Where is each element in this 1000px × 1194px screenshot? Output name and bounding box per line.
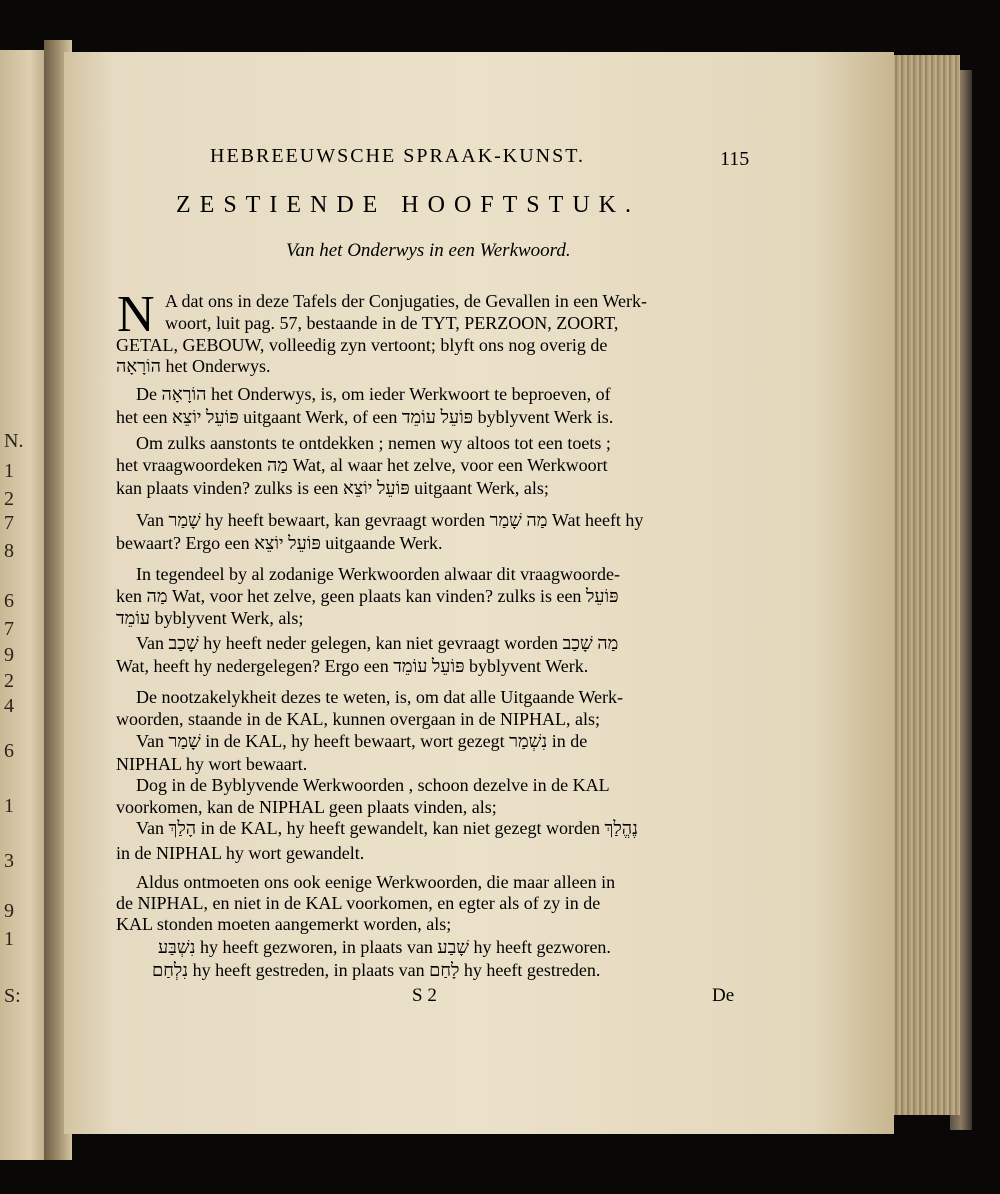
margin-number: 7: [4, 618, 14, 640]
margin-number: 2: [4, 670, 14, 692]
text-line: NIPHAL hy wort bewaart.: [116, 754, 308, 774]
text-line: Aldus ontmoeten ons ook eenige Werkwoorden, die maar alleen in: [136, 872, 616, 892]
text-line: Van שָׁמַר hy heeft bewaart, kan gevraagt worden מַה שָׁמַר Wat heeft hy: [136, 510, 644, 530]
text-line: נִשְׁבַּע hy heeft gezworen, in plaats van שָׁבַע hy heeft gezworen.: [158, 937, 611, 957]
text-line: in de NIPHAL hy wort gewandelt.: [116, 843, 365, 863]
catchword: De: [712, 985, 735, 1006]
text-line: voorkomen, kan de NIPHAL geen plaats vinden, als;: [116, 797, 497, 817]
running-header: HEBREEUWSCHE SPRAAK-KUNST.: [210, 145, 585, 167]
margin-number: 7: [4, 512, 14, 534]
text-line: woorden, staande in de KAL, kunnen overgaan in de NIPHAL, als;: [116, 709, 601, 729]
text-line: Van שָׁכַב hy heeft neder gelegen, kan niet gevraagt worden מַה שָׁכַב: [136, 633, 619, 653]
text-line: kan plaats vinden? zulks is een פּוֹעֵל יוֹצֵא uitgaant Werk, als;: [116, 478, 549, 498]
margin-number: 2: [4, 488, 14, 510]
text-line: Om zulks aanstonts te ontdekken ; nemen wy altoos tot een toets ;: [136, 433, 611, 453]
margin-number: 1: [4, 460, 14, 482]
drop-cap: N: [117, 286, 155, 343]
text-line: het een פּוֹעֵל יוֹצֵא uitgaant Werk, of een פּוֹעֵל עוֹמֵד byblyvent Werk is.: [116, 407, 614, 427]
margin-number: 3: [4, 850, 14, 872]
text-line: KAL stonden moeten aangemerkt worden, als;: [116, 914, 452, 934]
text-line: De הוֹרָאָה het Onderwys, is, om ieder Werkwoort te beproeven, of: [136, 384, 611, 404]
left-page-edge: [0, 50, 50, 1160]
text-line: de NIPHAL, en niet in de KAL voorkomen, en egter als of zy in de: [116, 893, 601, 913]
text-line: Van שָׁמַר in de KAL, hy heeft bewaart, wort gezegt נִשְׁמַר in de: [136, 731, 588, 751]
margin-number: 8: [4, 540, 14, 562]
text-line: A dat ons in deze Tafels der Conjugaties, de Gevallen in een Werk-: [165, 291, 647, 311]
margin-number: 6: [4, 590, 14, 612]
chapter-title: ZESTIENDE HOOFTSTUK.: [176, 192, 640, 218]
text-line: הוֹרָאָה het Onderwys.: [116, 356, 271, 376]
margin-number: 4: [4, 695, 14, 717]
page-number: 115: [720, 148, 750, 170]
text-line: ken מַה Wat, voor het zelve, geen plaats kan vinden? zulks is een פּוֹעֵל: [116, 586, 619, 606]
left-margin-numbers: [0, 50, 40, 1160]
margin-number: N.: [4, 430, 24, 452]
text-line: De nootzakelykheit dezes te weten, is, om dat alle Uitgaande Werk-: [136, 687, 624, 707]
margin-number: 1: [4, 928, 14, 950]
margin-number: S:: [4, 985, 21, 1007]
margin-number: 1: [4, 795, 14, 817]
text-line: bewaart? Ergo een פּוֹעֵל יוֹצֵא uitgaande Werk.: [116, 533, 443, 553]
text-line: Van הָלַךְ in de KAL, hy heeft gewandelt, kan niet gezegt worden נֶהֱלַךְ: [136, 818, 638, 838]
text-line: GETAL, GEBOUW, volleedig zyn vertoont; blyft ons nog overig de: [116, 335, 608, 355]
margin-number: 6: [4, 740, 14, 762]
text-line: עוֹמֵד byblyvent Werk, als;: [116, 608, 304, 628]
margin-number: 9: [4, 900, 14, 922]
text-line: In tegendeel by al zodanige Werkwoorden alwaar dit vraagwoorde-: [136, 564, 621, 584]
text-line: het vraagwoordeken מַה Wat, al waar het zelve, voor een Werkwoort: [116, 455, 608, 475]
text-line: woort, luit pag. 57, bestaande in de TYT, PERZOON, ZOORT,: [165, 313, 619, 333]
signature-mark: S 2: [412, 985, 437, 1006]
margin-number: 9: [4, 644, 14, 666]
text-line: נִלְחַם hy heeft gestreden, in plaats van לָחַם hy heeft gestreden.: [152, 960, 601, 980]
text-line: Wat, heeft hy nedergelegen? Ergo een פּוֹעֵל עוֹמֵד byblyvent Werk.: [116, 656, 589, 676]
text-line: Dog in de Byblyvende Werkwoorden , schoon dezelve in de KAL: [136, 775, 610, 795]
chapter-subtitle: Van het Onderwys in een Werkwoord.: [286, 240, 571, 261]
